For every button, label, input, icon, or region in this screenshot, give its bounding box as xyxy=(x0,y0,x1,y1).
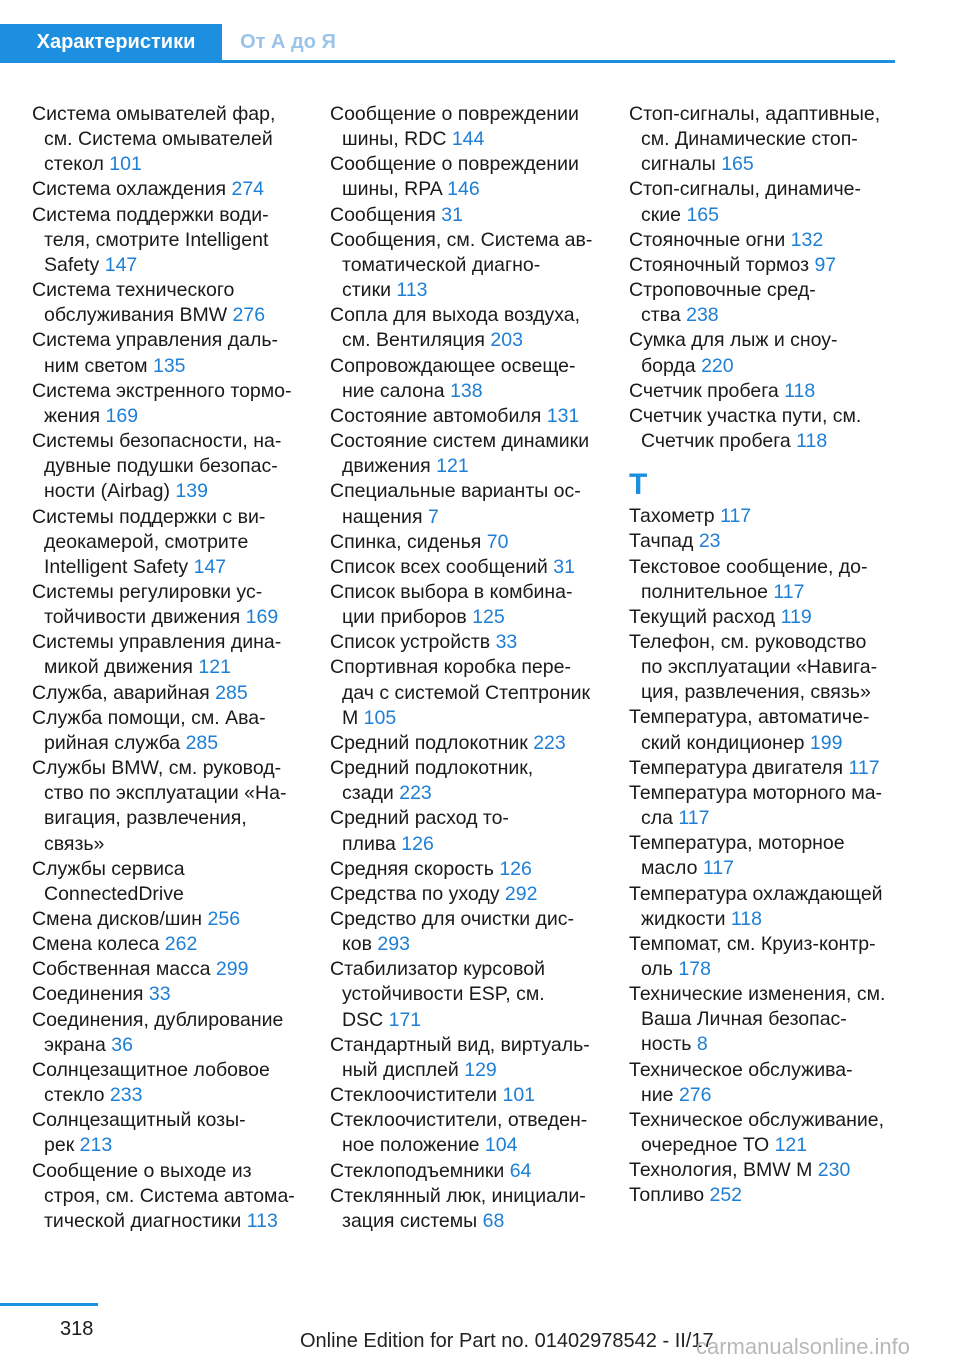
index-entry xyxy=(32,1108,322,1158)
entry-term: связь» xyxy=(44,832,105,855)
entry-term: Средний подлокотник, xyxy=(330,757,534,780)
index-entry xyxy=(330,228,620,303)
index-entry xyxy=(629,605,919,630)
index-entry xyxy=(629,630,919,705)
entry-term: Система омывателей фар, xyxy=(32,103,276,125)
index-entry xyxy=(32,681,322,706)
entry-term: борда xyxy=(641,354,696,377)
entry-term: Температура охлаждающей xyxy=(629,882,883,905)
index-entry xyxy=(32,580,322,630)
page-link[interactable]: 119 xyxy=(780,605,812,628)
index-entry xyxy=(32,505,322,580)
page-link[interactable]: 147 xyxy=(193,555,227,578)
entry-term: плива xyxy=(342,832,396,855)
entry-term: Стояночный тормоз xyxy=(629,253,810,276)
entry-term: ние салона xyxy=(342,379,445,402)
entry-term: ский кондиционер xyxy=(641,731,805,754)
entry-term: Стоп-сигналы, динамиче- xyxy=(629,178,861,201)
page-link[interactable]: 23 xyxy=(698,530,721,553)
entry-term: Стеклянный люк, инициали- xyxy=(330,1184,586,1207)
entry-term: см. Вентиляция xyxy=(342,329,485,352)
index-entry xyxy=(629,379,919,404)
index-entry xyxy=(330,957,620,1032)
entry-term: Сообщение о повреждении xyxy=(330,103,579,125)
entry-term: сигналы xyxy=(641,153,716,176)
index-entry xyxy=(629,1158,919,1183)
entry-term: Техническое обслуживание, xyxy=(629,1108,884,1131)
entry-term: Спинка, сиденья xyxy=(330,530,482,553)
entry-term: нащения xyxy=(342,505,423,528)
index-entry xyxy=(629,781,919,831)
page-link[interactable]: 135 xyxy=(152,354,186,377)
entry-term: ним светом xyxy=(44,354,148,377)
entry-term: масло xyxy=(641,857,698,880)
entry-term: рийная служба xyxy=(44,731,181,754)
index-entry xyxy=(330,102,620,152)
entry-term: Текстовое сообщение, до- xyxy=(629,555,868,578)
entry-term: Список всех сообщений xyxy=(330,555,548,578)
entry-term: Состояние систем динамики xyxy=(330,430,590,453)
entry-term: шины, RDC xyxy=(342,128,447,151)
page-link[interactable]: 131 xyxy=(546,404,580,427)
index-entry xyxy=(330,1184,620,1234)
page-link[interactable]: 8 xyxy=(696,1033,708,1056)
entry-term: Спортивная коробка пере- xyxy=(330,656,571,679)
page-link[interactable]: 105 xyxy=(363,706,397,729)
index-entry xyxy=(32,203,322,278)
page-link[interactable]: 203 xyxy=(490,329,523,352)
page-link[interactable]: 36 xyxy=(111,1033,133,1056)
index-entry xyxy=(629,705,919,755)
page-link[interactable]: 113 xyxy=(396,279,428,302)
page-link[interactable]: 233 xyxy=(109,1084,143,1107)
entry-term: Стояночные огни xyxy=(629,228,786,251)
page-link[interactable]: 144 xyxy=(451,128,485,151)
page-link[interactable]: 118 xyxy=(730,907,762,930)
index-entry xyxy=(629,278,919,328)
entry-term: Температура двигателя xyxy=(629,756,844,779)
entry-term: Счетчик участка пути, см. xyxy=(629,404,862,427)
page-link[interactable]: 117 xyxy=(848,756,880,779)
index-entry xyxy=(32,328,322,378)
entry-term: Системы безопасности, на- xyxy=(32,430,282,453)
entry-term: Стеклоочистители, отведен- xyxy=(330,1109,588,1132)
page-link[interactable]: 138 xyxy=(450,379,483,402)
index-column-1 xyxy=(32,102,322,1234)
header-underline xyxy=(0,60,895,63)
index-entry xyxy=(32,177,322,202)
entry-term: жения xyxy=(44,404,101,427)
entry-term: ный дисплей xyxy=(342,1058,459,1081)
index-entry xyxy=(629,882,919,932)
entry-term: оль xyxy=(641,958,673,980)
entry-term: стики xyxy=(342,279,391,302)
entry-term: ства xyxy=(641,304,681,327)
index-entry xyxy=(629,328,919,378)
entry-term: Техническое обслужива- xyxy=(629,1058,853,1081)
index-entry xyxy=(32,957,322,982)
entry-term: жидкости xyxy=(641,907,726,930)
page-link[interactable]: 31 xyxy=(441,203,463,226)
page-link[interactable]: 31 xyxy=(553,555,575,578)
entry-term: очередное ТО xyxy=(641,1134,770,1157)
entry-term: Сумка для лыж и сноу- xyxy=(629,329,838,352)
entry-term: дувные подушки безопас- xyxy=(44,455,278,478)
index-entry xyxy=(330,530,620,555)
tab-a-to-z[interactable]: От А до Я xyxy=(228,24,348,60)
entry-term: Текущий расход xyxy=(629,605,776,628)
entry-term: Специальные варианты ос- xyxy=(330,480,581,503)
page-link[interactable]: 165 xyxy=(686,203,719,226)
page-link[interactable]: 256 xyxy=(207,908,241,930)
entry-term: Телефон, см. руководство xyxy=(629,630,867,653)
page-link[interactable]: 117 xyxy=(702,857,734,880)
index-entry xyxy=(629,253,919,278)
entry-term: по эксплуатации «Навига- xyxy=(641,656,878,679)
page-link[interactable]: 169 xyxy=(105,404,139,427)
entry-term: Солнцезащитное лобовое xyxy=(32,1058,270,1081)
index-entry xyxy=(629,982,919,1057)
entry-term: ские xyxy=(641,203,682,226)
index-entry xyxy=(330,857,620,882)
entry-term: Intelligent Safety xyxy=(44,555,189,578)
page-link[interactable]: 101 xyxy=(502,1084,536,1107)
entry-term: сла xyxy=(641,807,673,830)
page-link[interactable]: 7 xyxy=(427,505,439,528)
entry-term: Список устройств xyxy=(330,631,491,654)
page-link[interactable]: 68 xyxy=(482,1209,505,1232)
entry-term: Сообщение о повреждении xyxy=(330,153,579,176)
index-entry xyxy=(330,152,620,202)
page-link[interactable]: 129 xyxy=(464,1058,497,1081)
index-entry xyxy=(330,203,620,228)
entry-term: Службы сервиса xyxy=(32,857,185,880)
entry-term: тической диагностики xyxy=(44,1209,242,1232)
entry-term: Строповочные сред- xyxy=(629,279,816,302)
page-link[interactable]: 147 xyxy=(104,253,138,276)
entry-term: Солнцезащитный козы- xyxy=(32,1109,246,1132)
entry-term: Сообщения, см. Система ав- xyxy=(330,228,593,251)
index-entry xyxy=(330,630,620,655)
entry-term: Стеклоочистители xyxy=(330,1084,498,1107)
entry-term: Список выбора в комбина- xyxy=(330,580,573,603)
index-entry xyxy=(330,404,620,429)
index-entry xyxy=(629,102,919,177)
index-entry xyxy=(330,1083,620,1108)
page-link[interactable]: 121 xyxy=(198,656,231,679)
entry-term: Ваша Личная безопас- xyxy=(641,1008,847,1031)
entry-term: Службы BMW, см. руковод- xyxy=(32,757,282,780)
index-entry xyxy=(32,630,322,680)
entry-term: Темпомат, см. Круиз-контр- xyxy=(629,932,876,955)
index-entry xyxy=(330,882,620,907)
entry-term: микой движения xyxy=(44,656,193,679)
index-entry xyxy=(32,1159,322,1234)
page-link[interactable]: 171 xyxy=(388,1008,422,1031)
index-entry xyxy=(32,982,322,1007)
index-entry xyxy=(330,806,620,856)
page-link[interactable]: 126 xyxy=(401,832,434,855)
entry-term: тойчивости движения xyxy=(44,606,241,629)
entry-term: экрана xyxy=(44,1033,106,1056)
index-entry xyxy=(32,278,322,328)
entry-term: Сопровождающее освеще- xyxy=(330,354,576,377)
index-entry xyxy=(330,479,620,529)
index-entry xyxy=(629,756,919,781)
entry-term: Состояние автомобиля xyxy=(330,404,542,427)
index-entry xyxy=(330,429,620,479)
entry-term: рек xyxy=(44,1134,75,1157)
page-link[interactable]: 276 xyxy=(232,304,266,327)
edition-text: Online Edition for Part no. 01402978542 - II/17 xyxy=(300,1330,714,1352)
entry-term: устойчивости ESP, см. xyxy=(342,983,545,1006)
page-link[interactable]: 118 xyxy=(784,379,816,402)
page-link[interactable]: 118 xyxy=(796,430,828,453)
entry-term: ство по эксплуатации «На- xyxy=(44,782,287,805)
page-link[interactable]: 117 xyxy=(678,807,710,830)
page-link[interactable]: 33 xyxy=(495,631,518,654)
index-entry xyxy=(330,1108,620,1158)
entry-term: шины, RPA xyxy=(342,178,442,201)
entry-term: Счетчик пробега xyxy=(629,379,779,402)
page-link[interactable]: 293 xyxy=(377,933,410,956)
index-entry xyxy=(330,907,620,957)
entry-term: Стабилизатор курсовой xyxy=(330,958,545,981)
index-entry xyxy=(32,756,322,857)
entry-term: Технология, BMW M xyxy=(629,1159,813,1182)
page-link[interactable]: 121 xyxy=(436,455,469,478)
entry-term: Топливо xyxy=(629,1184,705,1207)
page-link[interactable]: 292 xyxy=(504,882,538,905)
entry-term: Система экстренного тормо- xyxy=(32,379,292,402)
entry-term: Собственная масса xyxy=(32,958,211,981)
index-entry xyxy=(32,1008,322,1058)
entry-term: Средний расход то- xyxy=(330,807,509,830)
page-link[interactable]: 220 xyxy=(701,354,734,377)
index-entry xyxy=(330,655,620,730)
entry-term: вигация, развлечения, xyxy=(44,807,247,830)
entry-term: Смена дисков/шин xyxy=(32,908,203,930)
entry-term: ConnectedDrive xyxy=(44,882,184,905)
entry-term: Система управления даль- xyxy=(32,329,278,352)
entry-term: Тахометр xyxy=(629,505,715,528)
index-entry xyxy=(629,177,919,227)
entry-term: см. Динамические стоп- xyxy=(641,128,858,151)
entry-term: ние xyxy=(641,1083,674,1106)
page-link[interactable]: 139 xyxy=(175,480,208,503)
entry-term: Соединения xyxy=(32,983,144,1006)
page-link[interactable]: 33 xyxy=(148,983,171,1006)
entry-term: Средство для очистки дис- xyxy=(330,908,575,930)
entry-term: ков xyxy=(342,933,372,956)
entry-term: ция, развлечения, связь» xyxy=(641,681,871,704)
index-entry xyxy=(32,379,322,429)
entry-term: строя, см. Система автома- xyxy=(44,1184,295,1207)
index-entry xyxy=(32,102,322,177)
page-link[interactable]: 97 xyxy=(814,253,837,276)
page-link[interactable]: 104 xyxy=(484,1134,518,1157)
entry-term: ность xyxy=(641,1033,692,1056)
entry-term: Системы управления дина- xyxy=(32,631,282,654)
page-link[interactable]: 169 xyxy=(245,606,279,629)
entry-term: стекло xyxy=(44,1084,105,1107)
index-entry xyxy=(32,857,322,907)
tab-specifications[interactable]: Характеристики xyxy=(0,24,222,60)
entry-term: Тачпад xyxy=(629,530,694,553)
index-entry xyxy=(330,1033,620,1083)
entry-term: ное положение xyxy=(342,1134,480,1157)
entry-term: Средняя скорость xyxy=(330,857,494,880)
index-entry xyxy=(629,504,919,529)
entry-term: Системы поддержки с ви- xyxy=(32,505,266,528)
entry-term: дач с системой Стептроник xyxy=(342,681,591,704)
page-link[interactable]: 276 xyxy=(678,1083,712,1106)
entry-term: зация системы xyxy=(342,1209,478,1232)
index-entry xyxy=(32,706,322,756)
entry-term: полнительное xyxy=(641,580,768,603)
entry-term: ности (Airbag) xyxy=(44,480,170,503)
entry-term: Сопла для выхода воздуха, xyxy=(330,304,581,327)
entry-term: Температура, моторное xyxy=(629,832,845,855)
page-link[interactable]: 285 xyxy=(215,681,248,704)
entry-term: Safety xyxy=(44,253,100,276)
page-link[interactable]: 252 xyxy=(709,1184,743,1207)
page-link[interactable]: 101 xyxy=(109,153,142,176)
footer-accent-line xyxy=(0,1303,98,1306)
index-entry xyxy=(330,1159,620,1184)
index-column-2 xyxy=(330,102,620,1234)
index-entry xyxy=(330,580,620,630)
page-link[interactable]: 299 xyxy=(215,958,249,981)
entry-term: Сообщение о выходе из xyxy=(32,1159,252,1182)
entry-term: Средства по уходу xyxy=(330,882,500,905)
entry-term: Система охлаждения xyxy=(32,178,227,201)
index-entry xyxy=(330,731,620,756)
index-entry xyxy=(330,354,620,404)
index-entry xyxy=(330,555,620,580)
entry-term: Служба помощи, см. Ава- xyxy=(32,706,266,729)
watermark: carmanualsonline.info xyxy=(696,1334,911,1359)
entry-term: DSC xyxy=(342,1008,384,1031)
index-entry xyxy=(629,1058,919,1108)
page-link[interactable]: 132 xyxy=(790,228,824,251)
page-number: 318 xyxy=(60,1318,94,1340)
entry-term: движения xyxy=(342,455,431,478)
index-entry xyxy=(629,228,919,253)
entry-term: Система технического xyxy=(32,279,235,302)
entry-term: Системы регулировки ус- xyxy=(32,580,263,603)
index-entry xyxy=(629,404,919,454)
page-link[interactable]: 165 xyxy=(721,153,754,176)
index-entry xyxy=(629,1183,919,1208)
index-entry xyxy=(330,303,620,353)
entry-term: Система поддержки води- xyxy=(32,203,269,226)
entry-term: сзади xyxy=(342,782,394,805)
index-entry xyxy=(629,831,919,881)
entry-term: Температура моторного ма- xyxy=(629,781,883,804)
entry-term: Стандартный вид, виртуаль- xyxy=(330,1033,590,1056)
page-link[interactable]: 117 xyxy=(773,580,805,603)
index-entry xyxy=(32,907,322,932)
index-entry xyxy=(32,429,322,504)
index-column-3 xyxy=(629,102,919,1209)
entry-term: стекол xyxy=(44,153,104,176)
page-link[interactable]: 199 xyxy=(809,731,843,754)
page-link[interactable]: 121 xyxy=(774,1134,808,1157)
entry-term: Температура, автоматиче- xyxy=(629,706,870,729)
page-link[interactable]: 64 xyxy=(509,1159,532,1182)
entry-term: Служба, аварийная xyxy=(32,681,210,704)
entry-term: ции приборов xyxy=(342,606,467,629)
index-entry xyxy=(32,932,322,957)
page-link[interactable]: 70 xyxy=(486,530,509,553)
index-entry xyxy=(330,756,620,806)
entry-term: M xyxy=(342,706,359,729)
index-entry xyxy=(629,932,919,982)
index-letter-heading: Т xyxy=(629,468,648,502)
page-link[interactable]: 274 xyxy=(231,178,265,201)
index-entry xyxy=(629,555,919,605)
index-entry xyxy=(629,1108,919,1158)
page-link[interactable]: 262 xyxy=(164,933,198,956)
entry-term: Счетчик пробега xyxy=(641,430,791,453)
entry-term: теля, смотрите Intelligent xyxy=(44,228,269,251)
entry-term: Соединения, дублирование xyxy=(32,1008,284,1031)
page-link[interactable]: 113 xyxy=(246,1209,278,1232)
entry-term: деокамерой, смотрите xyxy=(44,530,249,553)
page-link[interactable]: 117 xyxy=(720,505,752,528)
page-link[interactable]: 223 xyxy=(399,782,432,805)
index-entry xyxy=(32,1058,322,1108)
entry-term: Стоп-сигналы, адаптивные, xyxy=(629,103,881,125)
entry-term: Сообщения xyxy=(330,203,436,226)
page-link[interactable]: 230 xyxy=(817,1159,851,1182)
page-link[interactable]: 238 xyxy=(686,304,719,327)
page-link[interactable]: 285 xyxy=(185,731,219,754)
page-link[interactable]: 213 xyxy=(79,1134,113,1157)
entry-term: см. Система омывателей xyxy=(44,128,273,151)
page-link[interactable]: 125 xyxy=(472,606,505,629)
page-link[interactable]: 126 xyxy=(499,857,532,880)
page-link[interactable]: 178 xyxy=(678,958,711,980)
entry-term: обслуживания BMW xyxy=(44,304,228,327)
entry-term: Технические изменения, см. xyxy=(629,983,886,1006)
header-tabs xyxy=(0,24,895,64)
entry-term: Смена колеса xyxy=(32,933,160,956)
entry-term: томатической диагно- xyxy=(342,253,541,276)
entry-term: Средний подлокотник xyxy=(330,731,528,754)
page-link[interactable]: 223 xyxy=(533,731,566,754)
entry-term: Стеклоподъемники xyxy=(330,1159,505,1182)
index-entry xyxy=(629,529,919,554)
page-link[interactable]: 146 xyxy=(447,178,480,201)
